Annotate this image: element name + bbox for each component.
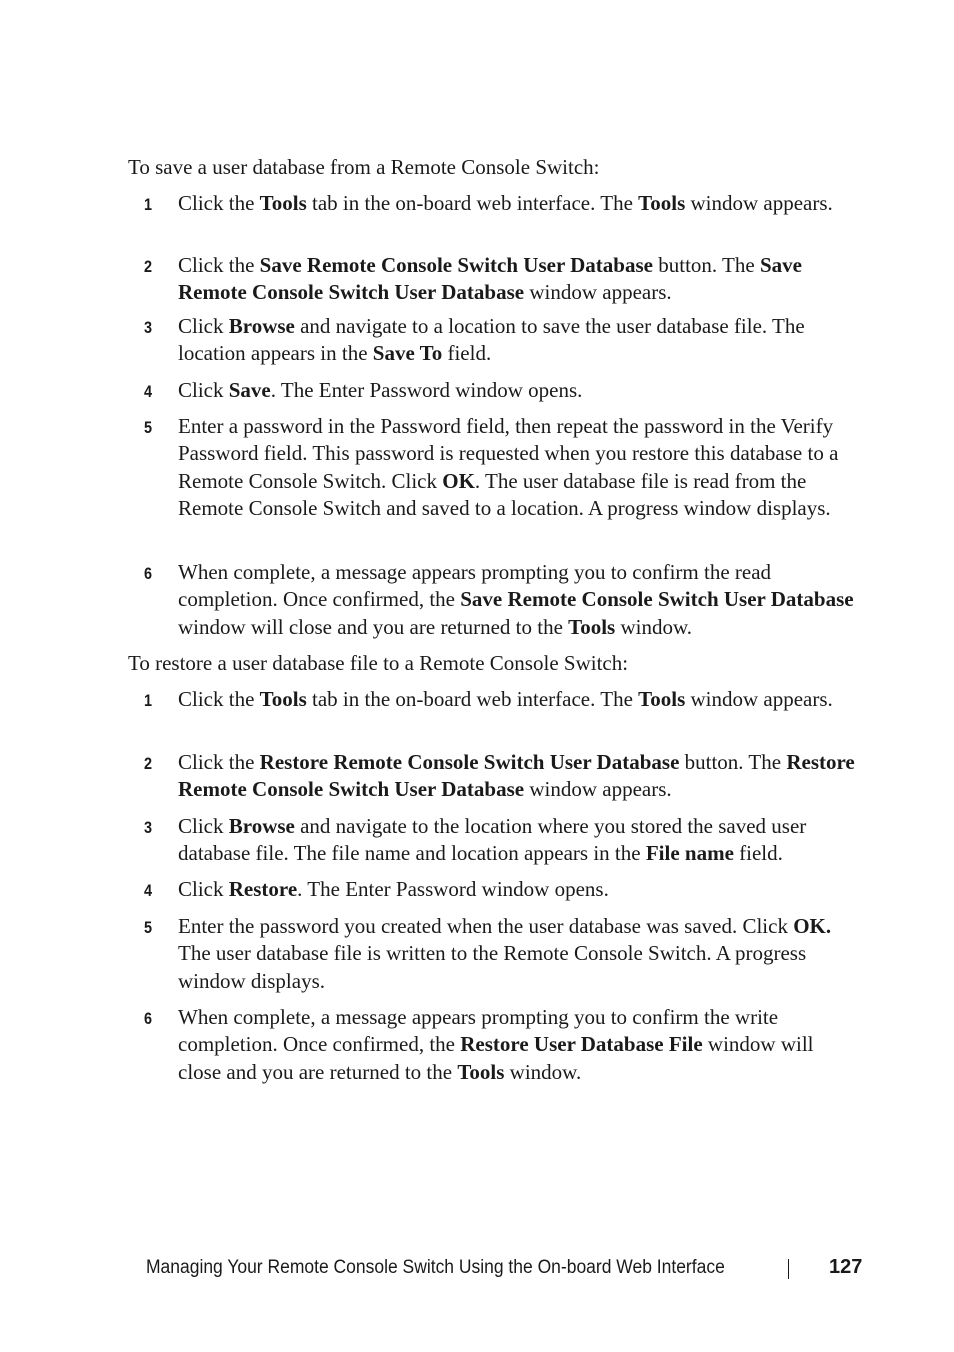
step-number: 4: [144, 382, 153, 401]
step-text-run: button. The: [679, 750, 787, 774]
bold-term: Tools: [638, 191, 686, 215]
bold-term: Tools: [259, 191, 307, 215]
step-text-run: tab in the on-board web interface. The: [306, 191, 639, 215]
bold-term: Restore: [228, 877, 298, 901]
step-text: [178, 190, 858, 217]
step-text: [178, 813, 858, 868]
step-text-run: and navigate to a location to save the user database file. The location appears in the: [178, 314, 805, 366]
step-text: [178, 686, 858, 713]
step-text-run: field.: [442, 341, 492, 366]
step-text-run: Enter a password in the Password field, then repeat the password in the Verify Password field. This password is requested when you restore this database to a Remote Console Switch. Click: [178, 414, 839, 493]
step-text: [178, 1004, 858, 1086]
step-text: [178, 313, 858, 368]
step-text-run: and navigate to the location where you stored the saved user database file. The file name and location appears in the: [178, 814, 807, 866]
bold-term: Tools: [259, 687, 307, 711]
step-number: 5: [144, 418, 153, 437]
bold-term: Save Remote Console Switch User Database: [460, 587, 854, 612]
step-text-run: The user database file is written to the Remote Console Switch. A progress window displays.: [178, 941, 807, 993]
step-text-run: . The Enter Password window opens.: [297, 877, 609, 901]
step-text-run: window appears.: [524, 280, 672, 305]
footer-title: Managing Your Remote Console Switch Using the On-board Web Interface: [146, 1257, 725, 1278]
bold-term: Save To: [372, 341, 443, 366]
step-text-run: window will close and you are returned to the: [178, 614, 569, 639]
step-text-run: . The user database file is read from the Remote Console Switch and saved to a location. A progress window displays.: [178, 468, 831, 520]
bold-term: Tools: [568, 614, 616, 639]
step-text-run: Click: [178, 314, 229, 338]
bold-term: Tools: [457, 1059, 505, 1084]
step-text-run: When complete, a message appears prompting you to confirm the write completion. Once confirmed, the: [178, 1005, 779, 1057]
step-text-run: window appears.: [524, 777, 672, 802]
step-number: 6: [144, 564, 153, 583]
bold-term: Tools: [638, 687, 686, 711]
bold-term: Save Remote Console Switch User Database: [259, 253, 653, 277]
step-text: [178, 913, 858, 995]
step-text-run: Click: [178, 814, 229, 838]
step-text-run: window.: [615, 614, 693, 639]
step-text-run: window appears.: [685, 191, 833, 215]
step-number: 6: [144, 1009, 153, 1028]
step-number: 1: [144, 195, 153, 214]
step-text-run: Click: [178, 378, 229, 402]
step-number: 1: [144, 691, 153, 710]
step-text-run: When complete, a message appears prompting you to confirm the read completion. Once confirmed, the: [178, 560, 772, 612]
step-number: 2: [144, 257, 153, 276]
bold-term: Save: [228, 378, 271, 402]
bold-term: Restore Remote Console Switch User Database: [259, 750, 680, 774]
step-number: 3: [144, 318, 153, 337]
bold-term: OK.: [793, 914, 832, 938]
step-text: [178, 252, 858, 307]
restore-intro: To restore a user database file to a Remote Console Switch:: [128, 651, 629, 675]
page-footer: [146, 1255, 775, 1281]
step-text: [178, 559, 858, 641]
step-text-run: field.: [733, 841, 783, 866]
step-text-run: Click the: [178, 750, 260, 774]
step-text-run: Click the: [178, 191, 260, 215]
step-text-run: window.: [504, 1059, 582, 1084]
bold-term: Save Remote Console Switch User Database: [178, 253, 802, 305]
step-text-run: window appears.: [685, 687, 833, 711]
step-text-run: Click: [178, 877, 229, 901]
step-text-run: window will close and you are returned to the: [178, 1032, 814, 1084]
step-text-run: Enter the password you created when the user database was saved. Click: [178, 914, 794, 938]
save-intro: To save a user database from a Remote Console Switch:: [128, 155, 600, 179]
step-text: [178, 876, 858, 903]
step-number: 5: [144, 918, 153, 937]
footer-divider: [788, 1259, 789, 1279]
step-number: 3: [144, 818, 153, 837]
step-text: [178, 749, 858, 804]
bold-term: Browse: [228, 314, 295, 338]
bold-term: File name: [645, 841, 734, 866]
step-text: [178, 413, 858, 522]
step-text-run: tab in the on-board web interface. The: [306, 687, 639, 711]
bold-term: Restore User Database File: [460, 1032, 703, 1057]
step-text-run: . The Enter Password window opens.: [270, 378, 583, 402]
bold-term: Browse: [228, 814, 295, 838]
step-text-run: Click the: [178, 253, 260, 277]
step-text: [178, 377, 858, 404]
step-number: 2: [144, 754, 153, 773]
step-number: 4: [144, 881, 153, 900]
bold-term: OK: [442, 468, 475, 493]
step-text-run: button. The: [652, 253, 760, 277]
page-number: 127: [829, 1256, 863, 1278]
bold-term: Restore Remote Console Switch User Database: [178, 750, 855, 802]
step-text-run: Click the: [178, 687, 260, 711]
